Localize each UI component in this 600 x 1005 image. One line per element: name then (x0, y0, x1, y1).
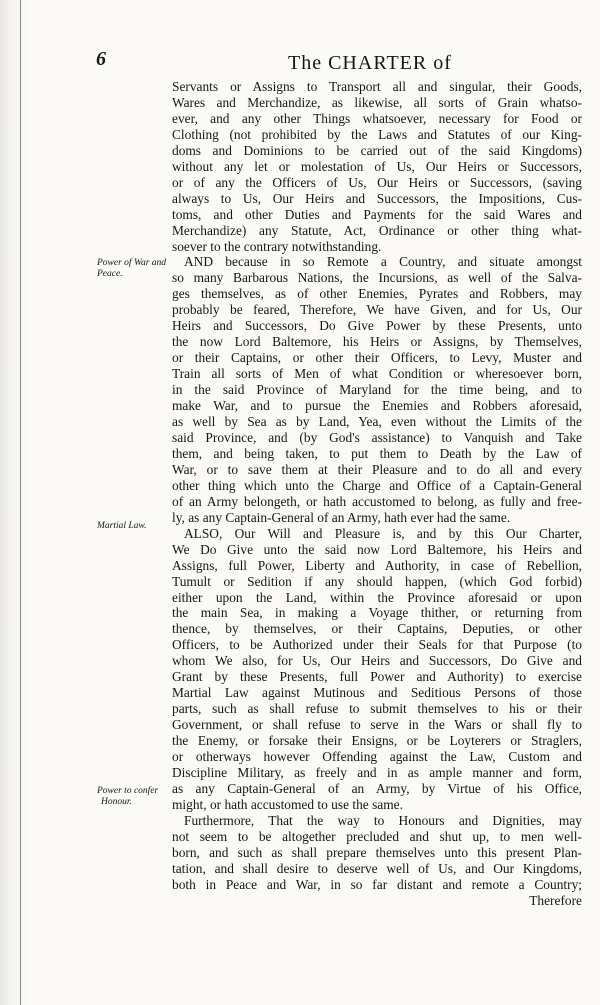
catchword: Therefore (529, 892, 582, 908)
text-line: Servants or Assigns to Transport all and singular, their Goods, (172, 79, 582, 94)
text-line: said Province, and (by God's assistance) to Vanquish and Take (172, 429, 582, 445)
text-line: in the said Province of Maryland for the time being, and to (172, 382, 582, 398)
text-line: whom We also, for Us, Our Heirs and Successors, Do Give and (172, 653, 582, 669)
text-line: Tumult or Sedition if any should happen, (which God forbid) (172, 573, 582, 589)
text-line: might, or hath accustomed to use the same. (172, 796, 403, 812)
text-line: either upon the Land, within the Province aforesaid or upon (172, 589, 582, 605)
page-number: 6 (96, 48, 106, 70)
margin-note-honour-line-2: Honour. (101, 797, 132, 807)
margin-note-war-peace: Power of War and Peace. (97, 258, 167, 279)
text-line: Wares and Merchandize, as likewise, all sorts of Grain whatso- (172, 94, 582, 110)
text-line: Heirs and Successors, Do Give Power by these Presents, unto (172, 318, 582, 334)
text-line: other thing which unto the Charge and Office of a Captain-General (172, 477, 582, 493)
text-line: thence, by themselves, or their Captains, Deputies, or other (172, 621, 582, 637)
text-line: born, and such as shall prepare themselves unto this present Plan- (172, 844, 582, 860)
text-line: without any let or molestation of Us, Our Heirs or Successors, (172, 158, 582, 174)
text-line: Merchandize) any Statute, Act, Ordinance or other thing what- (172, 222, 582, 238)
running-title: The CHARTER of (288, 52, 452, 74)
text-line: the Enemy, or forsake their Ensigns, or be Loyterers or Straglers, (172, 733, 582, 749)
text-line: Grant by these Presents, full Power and Authority) to exercise (172, 669, 582, 685)
text-line: We Do Give unto the said now Lord Baltemore, his Heirs and (172, 541, 582, 557)
text-line: Train all sorts of Men of what Condition or wheresoever born, (172, 366, 582, 382)
text-line: or otherways however Offending against the Law, Custom and (172, 749, 582, 765)
text-line: AND because in so Remote a Country, and situate amongst (184, 254, 582, 270)
text-line: or of any the Officers of Us, Our Heirs or Successors, (saving (172, 174, 582, 190)
text-line: not seem to be altogether precluded and shut up, to men well- (172, 828, 582, 844)
text-line: always to Us, Our Heirs and Successors, the Impositions, Cus- (172, 190, 582, 206)
text-line: tation, and shall desire to deserve well of Us, and Our Kingdoms, (172, 860, 582, 876)
text-line: War, or to save them at their Pleasure and to do all and every (172, 461, 582, 477)
text-line: so many Barbarous Nations, the Incursions, as well of the Salva- (172, 270, 582, 286)
text-line: ges themselves, as of other Enemies, Pyrates and Robbers, may (172, 286, 582, 302)
text-line: doms and Dominions to be carried out of the said Kingdoms) (172, 142, 582, 158)
text-line: them, and being taken, to put them to Death by the Law of (172, 445, 582, 461)
text-line: Furthermore, That the way to Honours and Dignities, may (184, 812, 582, 828)
text-line: probably be feared, Therefore, We have Given, and for Us, Our (172, 302, 582, 318)
text-line: as any Captain-General of an Army, by Virtue of his Office, (172, 780, 582, 796)
text-line: Officers, to be Authorized under their Seals for that Purpose (to (172, 637, 582, 653)
text-line: or their Captains, or other their Officers, to Levy, Muster and (172, 350, 582, 366)
text-line: the main Sea, in making a Voyage thither, or returning from (172, 605, 582, 621)
charter-body-text (172, 79, 582, 909)
text-line: Discipline Military, as freely and in as ample manner and form, (172, 764, 582, 780)
text-line: of an Army belongeth, or hath accustomed to belong, as fully and free- (172, 493, 582, 509)
text-line: toms, and other Duties and Payments for the said Wares and (172, 206, 582, 222)
text-line: as well by Sea as by Land, Yea, even without the Limits of the (172, 414, 582, 430)
text-line: the now Lord Baltemore, his Heirs or Assigns, by Themselves, (172, 334, 582, 350)
text-line: ly, as any Captain-General of an Army, hath ever had the same. (172, 509, 511, 525)
text-line: Assigns, full Power, Liberty and Authority, in case of Rebellion, (172, 557, 582, 573)
text-line: soever to the contrary notwithstanding. (172, 238, 382, 254)
text-line: Clothing (not prohibited by the Laws and Statutes of our King- (172, 126, 582, 142)
margin-note-martial-law: Martial Law. (97, 521, 147, 531)
text-line: parts, such as shall refuse to submit themselves to his or their (172, 701, 582, 717)
text-line: Government, or shall refuse to serve in the Wars or shall fly to (172, 717, 582, 733)
text-line: ALSO, Our Will and Pleasure is, and by this Our Charter, (184, 525, 582, 541)
text-line: make War, and to pursue the Enemies and Robbers aforesaid, (172, 398, 582, 414)
text-line: both in Peace and War, in so far distant and remote a Country; (172, 876, 582, 892)
text-line: ever, and any other Things whatsoever, necessary for Food or (172, 110, 582, 126)
text-line: Martial Law against Mutinous and Seditious Persons of those (172, 685, 582, 701)
binding-edge (20, 0, 21, 1005)
margin-note-honour-line-1: Power to confer (97, 786, 159, 796)
